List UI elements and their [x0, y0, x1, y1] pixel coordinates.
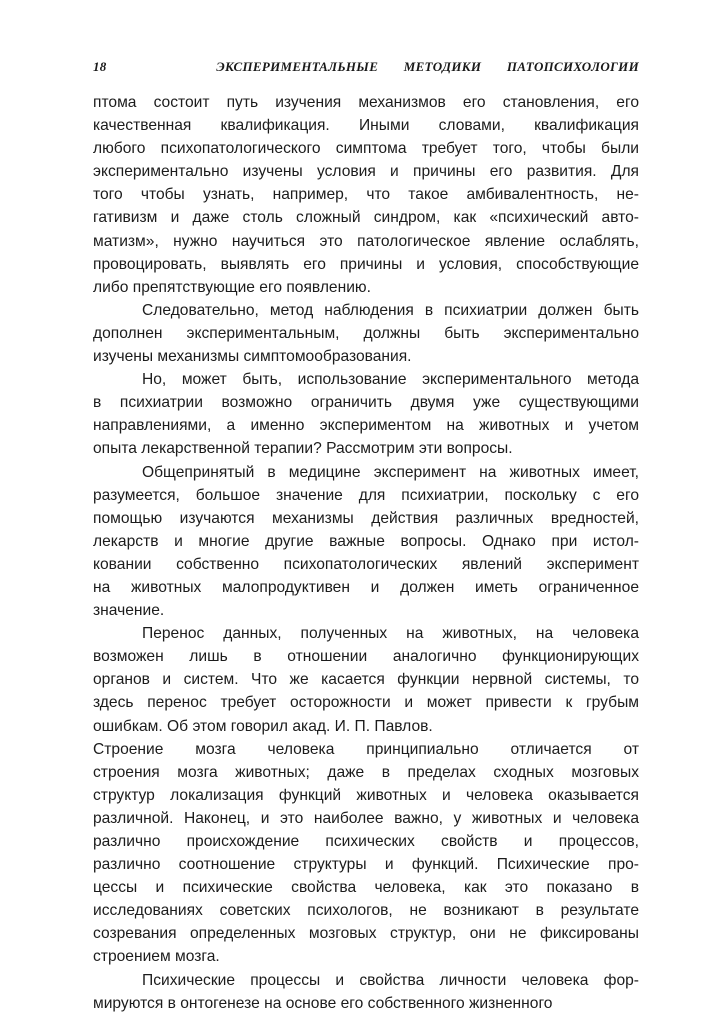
text-line: любого психопатологического симптома требует того, чтобы были	[93, 140, 639, 158]
text-line: Строение мозга человека принципиально отличается от	[93, 740, 639, 758]
text-line: строения мозга животных; даже в пределах сходных мозговых	[93, 763, 639, 781]
text-line: здесь перенос требует осторожности и может привести к грубым	[93, 694, 639, 712]
text-line: ковании собственно психопатологических явлений эксперимент	[93, 555, 639, 573]
text-line: качественная квалификация. Иными словами, квалификация	[93, 117, 639, 135]
text-line: направлениями, а именно экспериментом на животных и учетом	[93, 417, 639, 435]
body-text	[93, 91, 639, 1015]
text-line: Общепринятый в медицине эксперимент на животных имеет,	[142, 463, 639, 481]
text-line: экспериментально изучены условия и причины его развития. Для	[93, 163, 639, 181]
text-line: того чтобы узнать, например, что такое амбивалентность, не-	[93, 186, 639, 204]
text-line: на животных малопродуктивен и должен иметь ограниченное	[93, 578, 639, 596]
text-line: в психиатрии возможно ограничить двумя уже существующими	[93, 394, 639, 412]
text-line: опыта лекарственной терапии? Рассмотрим эти вопросы.	[93, 440, 513, 458]
paragraph	[93, 368, 639, 460]
running-title: ЭКСПЕРИМЕНТАЛЬНЫЕ МЕТОДИКИ ПАТОПСИХОЛОГИИ	[216, 59, 639, 74]
text-line: Следовательно, метод наблюдения в психиатрии должен быть	[142, 301, 639, 319]
text-line: различно соотношение структуры и функций. Психические про-	[93, 856, 639, 874]
page-number: 18	[93, 59, 107, 74]
text-line: разумеется, большое значение для психиатрии, поскольку с его	[93, 486, 639, 504]
text-line: матизм», нужно научиться это патологическое явление ослаблять,	[93, 232, 639, 250]
paragraph	[93, 461, 639, 623]
text-line: возможен лишь в отношении аналогично функционирующих	[93, 648, 639, 666]
text-line: цессы и психические свойства человека, как это показано в	[93, 879, 639, 897]
text-line: значение.	[93, 602, 165, 620]
paragraph	[93, 299, 639, 368]
text-line: лекарств и многие другие важные вопросы. Однако при истол-	[93, 532, 639, 550]
paragraph	[93, 622, 639, 737]
text-line: либо препятствующие его появлению.	[93, 278, 371, 296]
text-line: Перенос данных, полученных на животных, на человека	[142, 625, 639, 643]
text-line: различно происхождение психических свойств и процессов,	[93, 833, 639, 850]
text-line: провоцировать, выявлять его причины и условия, способствующие	[93, 255, 639, 273]
text-line: органов и систем. Что же касается функции нервной системы, то	[93, 671, 639, 689]
text-line: созревания определенных мозговых структур, они не фиксированы	[93, 925, 639, 943]
paragraph	[93, 91, 639, 299]
text-line: мируются в онтогенезе на основе его собственного жизненного	[93, 994, 553, 1012]
text-line: исследованиях советских психологов, не возникают в результате	[93, 902, 639, 920]
paragraph	[93, 738, 639, 969]
text-line: структур локализация функций животных и человека оказывается	[93, 786, 639, 804]
text-line: Психические процессы и свойства личности человека фор-	[142, 971, 639, 989]
text-line: дополнен экспериментальным, должны быть экспериментально	[93, 324, 639, 342]
text-line: Но, может быть, использование экспериментального метода	[142, 371, 639, 389]
text-line: гативизм и даже столь сложный синдром, как «психический авто-	[93, 209, 639, 227]
text-line: помощью изучаются механизмы действия различных вредностей,	[93, 509, 639, 527]
text-line: изучены механизмы симптомообразования.	[93, 348, 412, 366]
text-line: строением мозга.	[93, 948, 220, 966]
text-line: птома состоит путь изучения механизмов его становления, его	[93, 94, 639, 111]
text-line: ошибкам. Об этом говорил акад. И. П. Павлов.	[93, 717, 433, 735]
paragraph	[93, 969, 639, 1015]
text-line: различной. Наконец, и это наиболее важно, у животных и человека	[93, 809, 639, 827]
